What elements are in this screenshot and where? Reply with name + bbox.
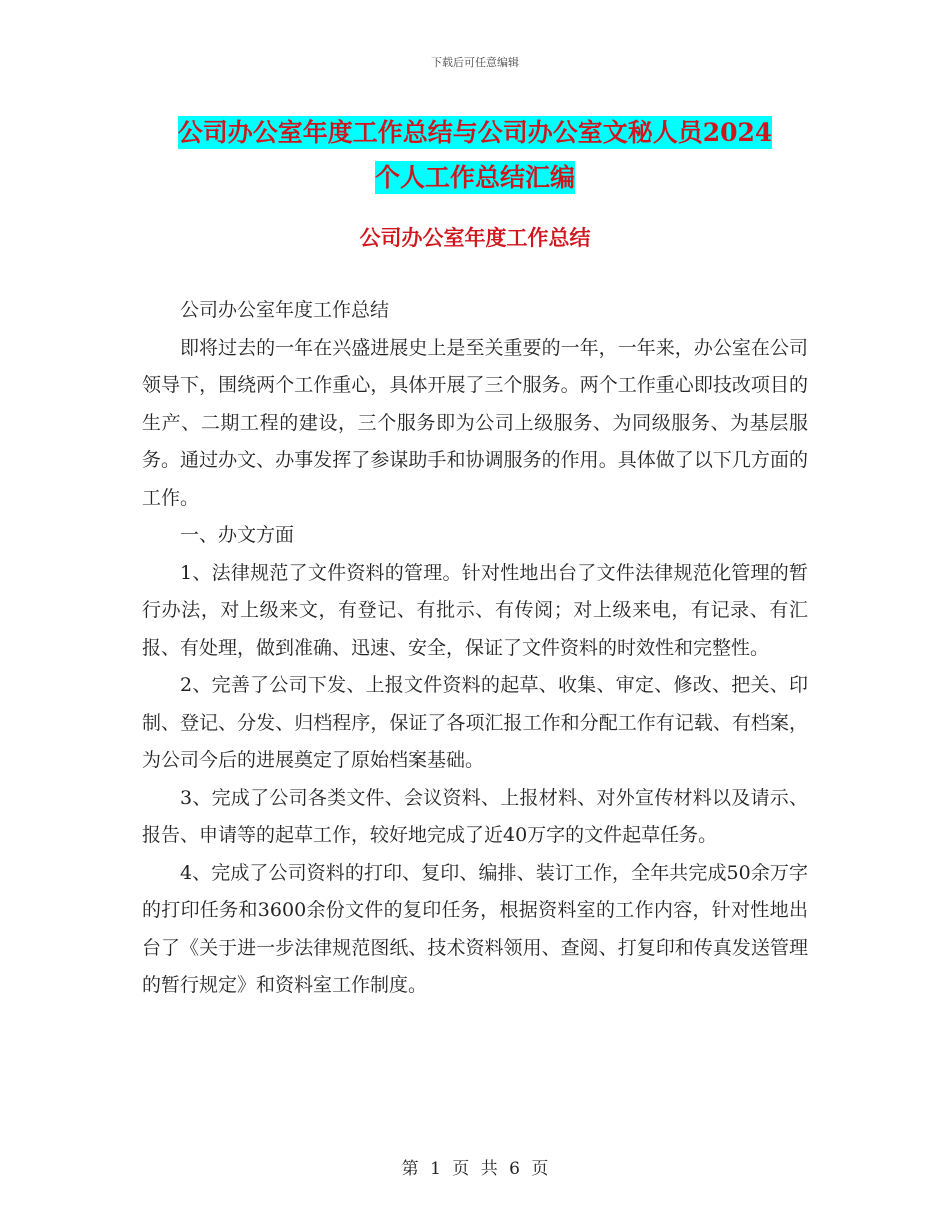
paragraph-heading: 公司办公室年度工作总结 [180,299,390,321]
document-body [142,292,808,1005]
paragraph-intro: 即将过去的一年在兴盛进展史上是至关重要的一年，一年来，办公室在公司领导下，围绕两个工作重心，具体开展了三个服务。两个工作重心即技改项目的生产、二期工程的建设，三个服务即为公司上级服务、为同级服务、为基层服务。通过办文、办事发挥了参谋助手和协调服务的作用。具体做了以下几方面的工作。 [142,336,808,509]
document-title-line2: 个人工作总结汇编 [374,163,575,192]
paragraph-item-4: 4、完成了公司资料的打印、复印、编排、装订工作，全年共完成50余万字的打印任务和3600余份文件的复印任务，根据资料室的工作内容，针对性地出台了《关于进一步法律规范图纸、技术资料领用、查阅、打复印和传真发送管理的暂行规定》和资料室工作制度。 [142,861,808,996]
paragraph-item-3: 3、完成了公司各类文件、会议资料、上报材料、对外宣传材料以及请示、报告、申请等的起草工作，较好地完成了近40万字的文件起草任务。 [142,786,808,846]
document-title-line1: 公司办公室年度工作总结与公司办公室文秘人员2024 [177,118,773,147]
paragraph-item-2: 2、完善了公司下发、上报文件资料的起草、收集、审定、修改、把关、印制、登记、分发、归档程序，保证了各项汇报工作和分配工作有记载、有档案，为公司今后的进展奠定了原始档案基础。 [142,674,808,771]
section-title: 公司办公室年度工作总结 [359,225,591,250]
paragraph-section-heading: 一、办文方面 [180,524,295,546]
document-title [0,110,950,200]
page-footer: 第 1 页 共 6 页 [401,1159,549,1179]
page-header-note: 下载后可任意编辑 [431,56,519,69]
paragraph-item-1: 1、法律规范了文件资料的管理。针对性地出台了文件法律规范化管理的暂行办法，对上级来文，有登记、有批示、有传阅；对上级来电，有记录、有汇报、有处理，做到准确、迅速、安全，保证了文件资料的时效性和完整性。 [142,561,808,659]
